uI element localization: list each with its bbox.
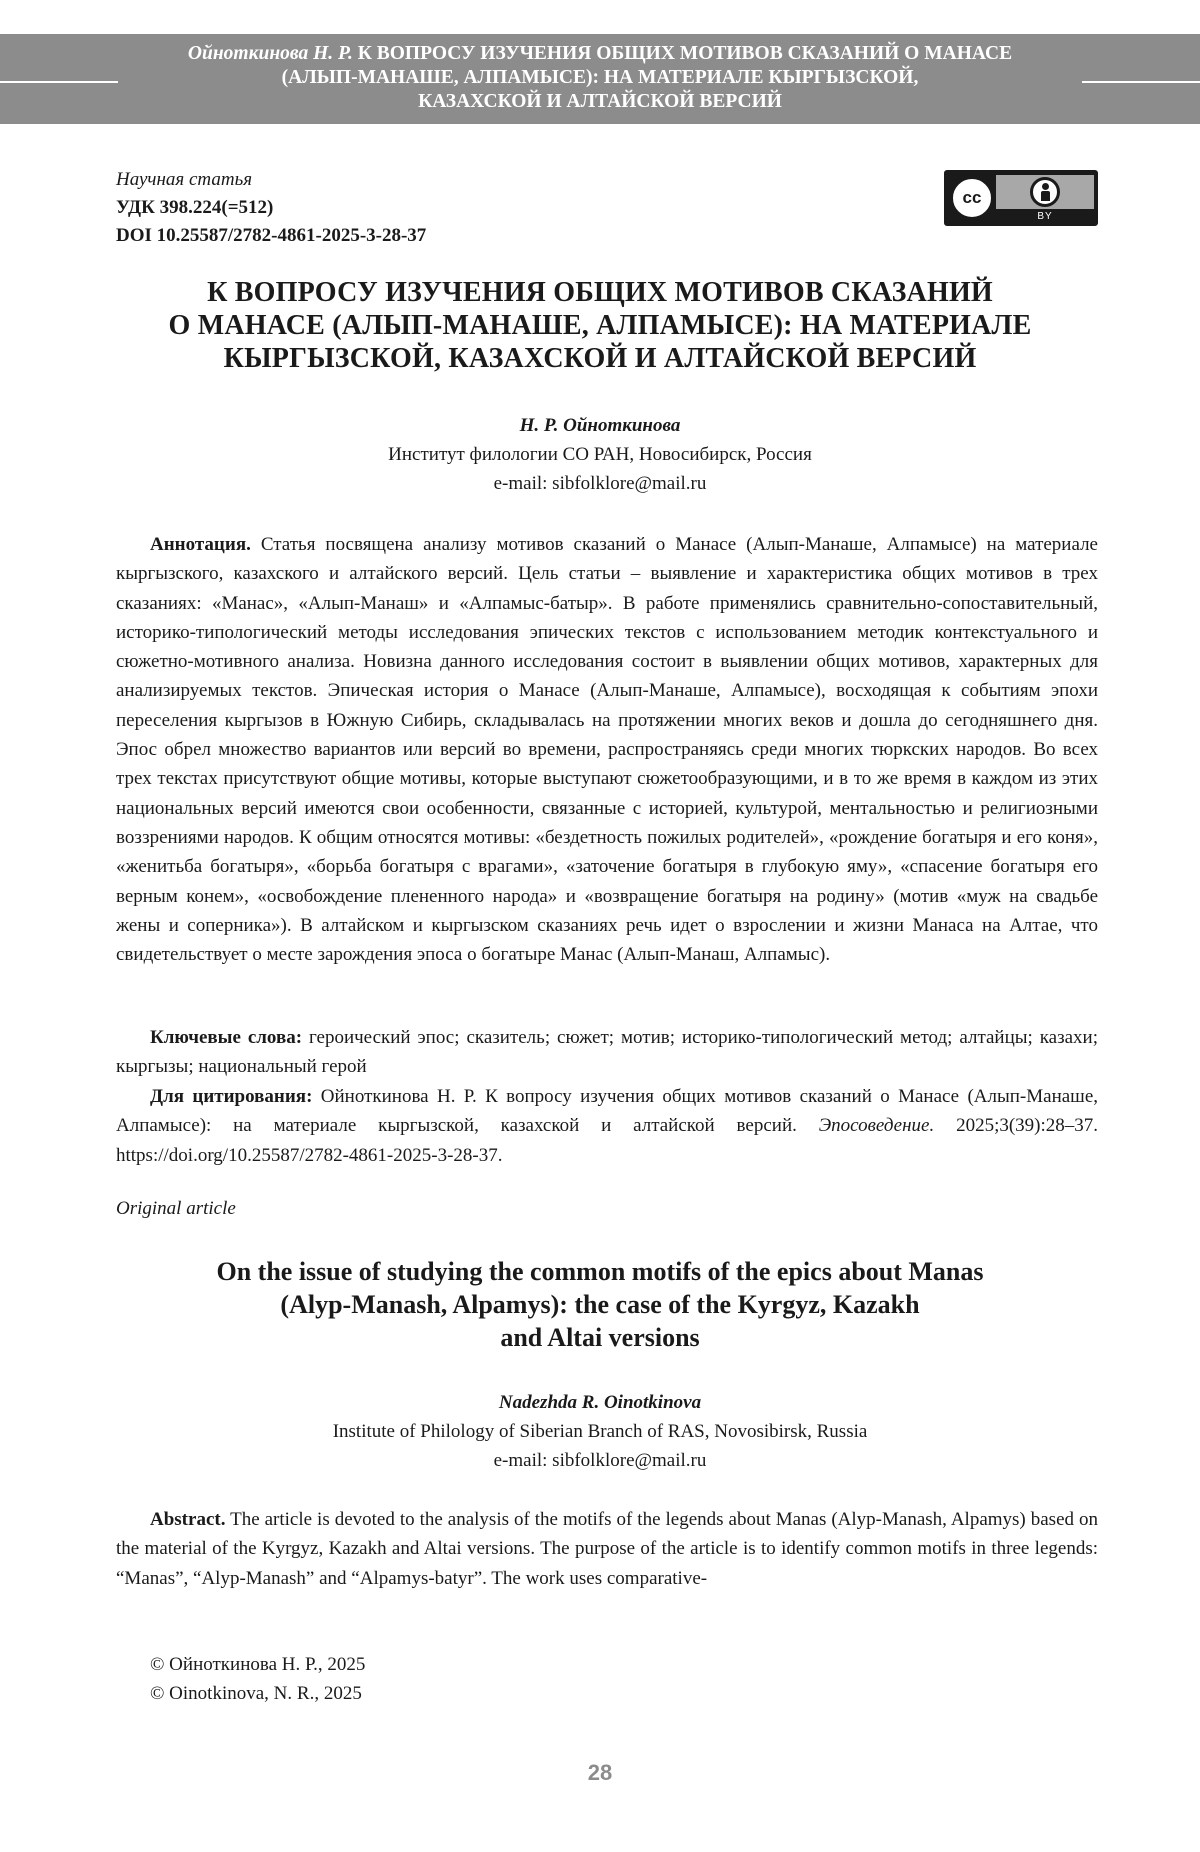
affiliation-ru: Институт филологии СО РАН, Новосибирск, Россия (388, 444, 812, 465)
udk-code: УДК 398.224(=512) (116, 197, 274, 218)
page-number: 28 (587, 1760, 613, 1785)
running-header (0, 34, 1200, 124)
doi-code: DOI 10.25587/2782-4861-2025-3-28-37 (116, 225, 427, 246)
running-header-title-line3: КАЗАХСКОЙ И АЛТАЙСКОЙ ВЕРСИЙ (418, 91, 782, 112)
article-type: Научная статья (116, 169, 253, 190)
abstract-en-label: Abstract. (150, 1509, 226, 1530)
affiliation-en: Institute of Philology of Siberian Branch of RAS, Novosibirsk, Russia (332, 1421, 868, 1442)
citation-ru-tail[interactable]: 2025;3(39):28–37. https://doi.org/10.25587/2782-4861-2025-3-28-37. (116, 1115, 1099, 1166)
cc-icon: cc (950, 176, 994, 220)
email-en[interactable]: e-mail: sibfolklore@mail.ru (493, 1450, 707, 1471)
cc-by-license-badge[interactable] (944, 170, 1098, 226)
running-header-title-line1: К ВОПРОСУ ИЗУЧЕНИЯ ОБЩИХ МОТИВОВ СКАЗАНИЙ О МАНАСЕ (357, 43, 1013, 64)
title-ru-line2: О МАНАСЕ (АЛЫП-МАНАШЕ, АЛПАМЫСЕ): НА МАТЕРИАЛЕ (168, 310, 1032, 341)
article-title-en (110, 1255, 1090, 1354)
article-meta (116, 166, 426, 250)
abstract-ru (116, 530, 1098, 969)
title-ru-line1: К ВОПРОСУ ИЗУЧЕНИЯ ОБЩИХ МОТИВОВ СКАЗАНИЙ (207, 277, 993, 308)
abstract-ru-label: Аннотация. (150, 534, 251, 555)
citation-ru-text: Ойноткинова Н. Р. К вопросу изучения общих мотивов сказаний о Манасе (Алып-Манаше, Алпамысе): на материале кыргызской, казахской и алтайской версий. (116, 1086, 1099, 1137)
header-rule-left (0, 81, 118, 83)
by-label: BY (1037, 211, 1053, 222)
person-icon-body (1041, 191, 1050, 201)
title-en-line1: On the issue of studying the common motifs of the epics about Manas (216, 1257, 984, 1286)
title-ru-line3: КЫРГЫЗСКОЙ, КАЗАХСКОЙ И АЛТАЙСКОЙ ВЕРСИЙ (223, 343, 977, 374)
person-icon-head (1042, 183, 1049, 190)
keywords-ru (116, 1023, 1098, 1082)
author-block-en (200, 1388, 1000, 1475)
header-rule-right (1082, 81, 1200, 83)
copyright-en: © Oinotkinova, N. R., 2025 (150, 1683, 362, 1704)
running-header-title-line2: (АЛЫП-МАНАШЕ, АЛПАМЫСЕ): НА МАТЕРИАЛЕ КЫРГЫЗСКОЙ, (281, 67, 919, 88)
citation-ru (116, 1082, 1098, 1170)
abstract-ru-text: Статья посвящена анализу мотивов сказаний о Манасе (Алып-Манаше, Алпамысе) на материале кыргызского, казахского и алтайского версий. Цель статьи – выявление и характеристика общих мотивов в трех сказаниях: «Манас», «Алып-Манаш» и «Алпамыс-батыр». В работе применялись сравнительно-сопоставительный, историко-типологический методы исследования эпических текстов с использованием методик контекстуального и сюжетно-мотивного анализа. Новизна данного исследования состоит в выявлении общих мотивов, характерных для анализируемых текстов. Эпическая история о Манасе (Алып-Манаше, Алпамысе), восходящая к событиям эпохи переселения кыргызов в Южную Сибирь, складывалась на протяжении многих веков и дошла до сегодняшнего дня. Эпос обрел множество вариантов или версий во времени, распространяясь среди многих тюркских народов. Во всех трех текстах присутствуют общие мотивы, которые выступают сюжетообразующими, и в то же время в каждом из этих национальных версий имеются свои особенности, связанные с историей, культурой, ментальностью и религиозными воззрениями народов. К общим относятся мотивы: «бездетность пожилых родителей», «рождение богатыря и его коня», «женитьба богатыря», «борьба богатыря с врагами», «заточение богатыря в глубокую яму», «спасение богатыря его верным конем», «освобождение плененного народа» и «возвращение богатыря на родину» (мотив «муж на свадьбе жены и соперника»). В алтайском и кыргызском сказаниях речь идет о взрослении и жизни Манаса на Алтае, что свидетельствует о месте зарождения эпоса о богатыре Манас (Алып-Манаш, Алпамыс). (116, 534, 1098, 966)
copyright-block (150, 1650, 365, 1708)
keywords-ru-label: Ключевые слова: (150, 1027, 303, 1048)
citation-ru-journal: Эпосоведение. (818, 1115, 935, 1137)
title-en-line3: and Altai versions (500, 1323, 700, 1352)
running-header-author: Ойноткинова Н. Р. (187, 43, 353, 64)
keywords-ru-text: героический эпос; сказитель; сюжет; мотив; историко-типологический метод; алтайцы; казахи; кыргызы; национальный герой (116, 1027, 1099, 1078)
running-header-text (130, 42, 1070, 114)
author-block-ru (200, 411, 1000, 498)
title-en-line2: (Alyp-Manash, Alpamys): the case of the Kyrgyz, Kazakh (280, 1290, 920, 1319)
original-article-label: Original article (116, 1198, 236, 1219)
article-title-ru (110, 276, 1090, 375)
author-name-en: Nadezhda R. Oinotkinova (498, 1392, 702, 1413)
copyright-ru: © Ойноткинова Н. Р., 2025 (150, 1654, 366, 1675)
author-name-ru: Н. Р. Ойноткинова (519, 415, 681, 436)
person-icon (1030, 177, 1060, 207)
citation-ru-label: Для цитирования: (150, 1086, 313, 1107)
email-ru[interactable]: e-mail: sibfolklore@mail.ru (493, 473, 707, 494)
abstract-en-text: The article is devoted to the analysis of the motifs of the legends about Manas (Alyp-Manash, Alpamys) based on the material of the Kyrgyz, Kazakh and Altai versions. The purpose of the article is to identify common motifs in three legends: “Manas”, “Alyp-Manash” and “Alpamys-batyr”. The work uses comparative- (116, 1509, 1098, 1589)
abstract-en (116, 1505, 1098, 1593)
